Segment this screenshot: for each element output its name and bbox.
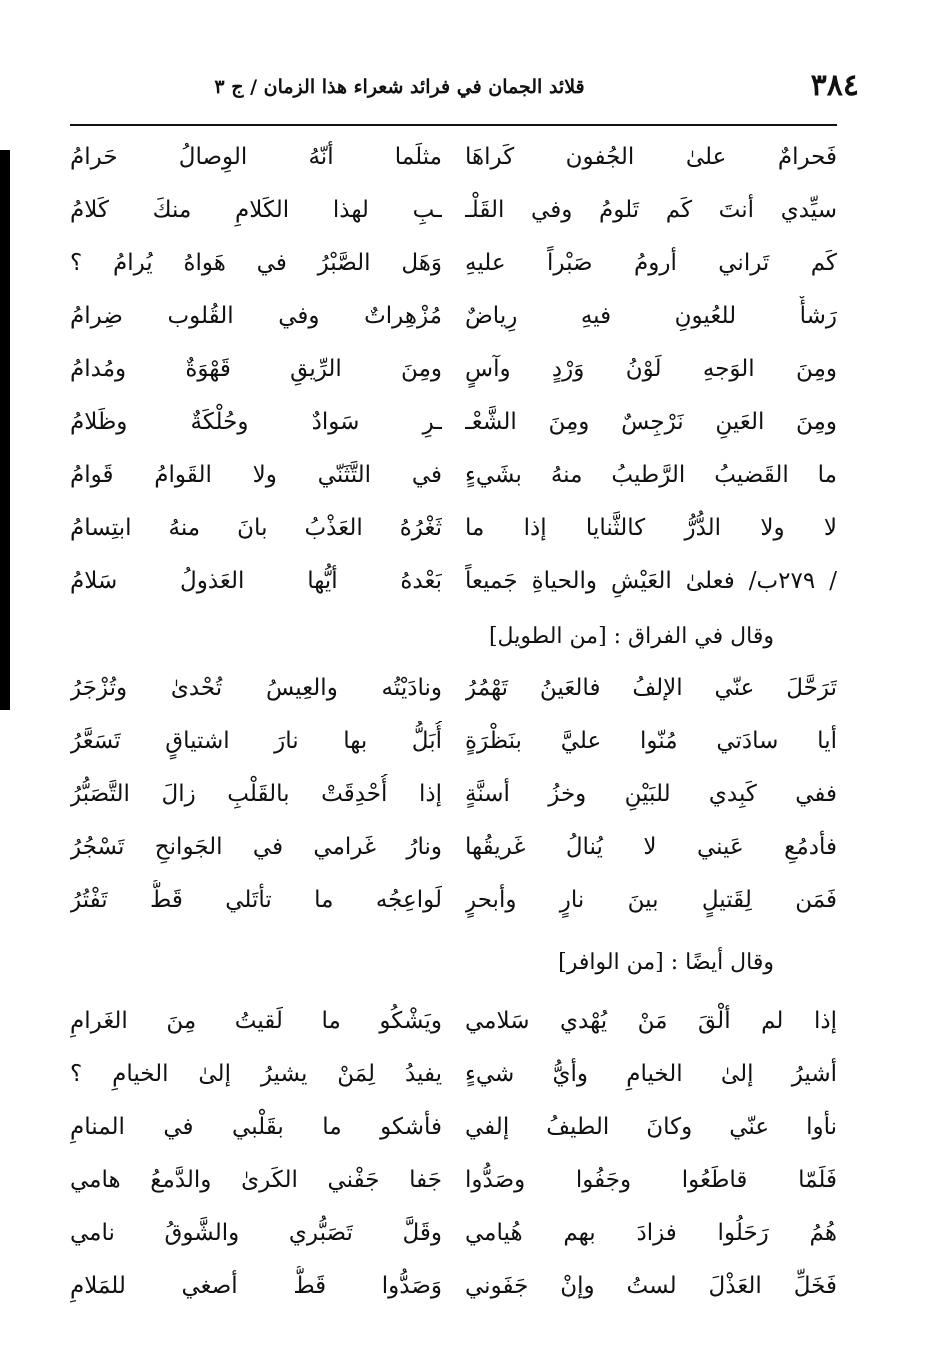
verse-line (70, 137, 837, 177)
verse-first-hemistich: فَخَلِّ العَذْلَ لستُ وإنْ جَفَوني (465, 1273, 837, 1299)
verse-first-hemistich: ومِنَ العَينِ نَرْجِسٌ ومِنَ الشَّعْـ (465, 409, 837, 435)
verse-second-hemistich: فأشكو ما بقَلْبي في المنامِ (70, 1114, 442, 1140)
verse-second-hemistich: أُبَلُّ بها نارَ اشتياقٍ تَسَعَّرُ (70, 728, 442, 754)
verse-first-hemistich: أشيرُ إلىٰ الخيامِ وأيُّ شيءٍ (465, 1061, 837, 1087)
verse-first-hemistich: كَم تَراني أرومُ صَبْراً عليهِ (465, 250, 837, 276)
verse-first-hemistich: لا ولا الدُّرُّ كالثَّنايا إذا ما (465, 515, 837, 541)
verse-second-hemistich: ونارُ غَرامي في الجَوانحِ تَسْجُرُ (70, 834, 442, 860)
verse-second-hemistich: ونادَيْتُه والعِيسُ تُحْدىٰ وتُزْجَرُ (70, 675, 442, 701)
verse-second-hemistich: وقَلَّ تَصَبُّري والشَّوقُ نامي (70, 1220, 442, 1246)
verse-first-hemistich: إذا لم ألْقَ مَنْ يُهْدي سَلامي (465, 1008, 837, 1034)
verse-second-hemistich: ـبِ لهذا الكَلامِ منكَ كَلامُ (70, 197, 442, 223)
poem-introduction: وقال في الفراق : [من الطويل] (488, 624, 774, 649)
page-header (70, 68, 859, 112)
verse-second-hemistich: ـرِ سَوادٌ وحُلْكَةٌ وظَلامُ (70, 409, 442, 435)
verse-line (70, 508, 837, 548)
verse-first-hemistich: / ٢٧٩ب/ فعلىٰ العَيْشِ والحياةِ جَميعاً (465, 568, 837, 594)
running-title: قلائد الجمان في فرائد شعراء هذا الزمان / ج ٣ (214, 76, 585, 98)
verse-first-hemistich: فأدمُعِ عَيني لا يُنالُ غَريقُها (465, 834, 837, 860)
verse-first-hemistich: أيا سادَتي مُنّوا عليَّ بنَظْرَةٍ (465, 728, 837, 754)
verse-line (70, 1054, 837, 1094)
verse-line (70, 1266, 837, 1306)
verse-line (70, 561, 837, 601)
verse-line (70, 1001, 837, 1041)
verse-second-hemistich: يفيدُ لِمَنْ يشيرُ إلىٰ الخيامِ ؟ (70, 1061, 442, 1087)
verse-line (70, 455, 837, 495)
verse-first-hemistich: فَمَن لِقَتيلٍ بينَ نارٍ وأبحرٍ (465, 887, 837, 913)
verse-line (70, 1213, 837, 1253)
verse-first-hemistich: فَحرامٌ علىٰ الجُفون كَراهَا (465, 144, 837, 170)
verse-second-hemistich: إذا أُحْدِقَتْ بالقَلْبِ زالَ التَّصَبُّرُ (70, 781, 442, 807)
verse-second-hemistich: لَواعِجُه ما تأتَلي قَطُّ تَفْتُرُ (70, 887, 442, 913)
verse-line (70, 721, 837, 761)
verse-first-hemistich: تَرَحَّلَ عنّي الإلفُ فالعَينُ تَهْمُرُ (465, 675, 837, 701)
verse-second-hemistich: مثلَما أنّهُ الوِصالُ حَرامُ (70, 144, 442, 170)
verse-line (70, 296, 837, 336)
verse-line (70, 668, 837, 708)
verse-second-hemistich: في التَّثَنّي ولا القَوامُ قَوامُ (70, 462, 442, 488)
verse-second-hemistich: ويَشْكُو ما لَقيتُ مِنَ الغَرامِ (70, 1008, 442, 1034)
verse-first-hemistich: هُمُ رَحَلُوا فزادَ بهم هُيامي (465, 1220, 837, 1246)
verse-first-hemistich: ومِنَ الوَجهِ لَوْنُ وَرْدٍ وآسٍ (465, 356, 837, 382)
verse-second-hemistich: وَهَل الصَّبْرُ في هَواهُ يُرامُ ؟ (70, 250, 442, 276)
page-number: ٣٨٤ (810, 68, 859, 103)
verse-line (70, 243, 837, 283)
verse-line (70, 1160, 837, 1200)
verse-first-hemistich: رَشأٌ للعُيونِ فيهِ رِياضٌ (465, 303, 837, 329)
verse-first-hemistich: فَلَمّا قاطَعُوا وجَفُوا وصَدُّوا (465, 1167, 837, 1193)
verse-second-hemistich: ومِنَ الرِّيقِ قَهْوَةٌ ومُدامُ (70, 356, 442, 382)
verse-first-hemistich: نأوا عنّي وكانَ الطيفُ إلفي (465, 1114, 837, 1140)
verse-second-hemistich: بَعْدهُ أيُّها العَذولُ سَلامُ (70, 568, 442, 594)
verse-line (70, 402, 837, 442)
verse-line (70, 349, 837, 389)
verse-line (70, 827, 837, 867)
poem-introduction: وقال أيضًا : [من الوافر] (558, 950, 774, 975)
verse-line (70, 1107, 837, 1147)
verse-first-hemistich: ما القَضيبُ الرَّطيبُ منهُ بشَيءٍ (465, 462, 837, 488)
verse-first-hemistich: ففي كَبِدي للبَيْنِ وخزُ أسنَّةٍ (465, 781, 837, 807)
verse-first-hemistich: سيِّدي أنتَ كَم تَلومُ وفي القَلْـ (465, 197, 837, 223)
verse-line (70, 190, 837, 230)
verse-second-hemistich: ثَغْرُهُ العَذْبُ بانَ منهُ ابتِسامُ (70, 515, 442, 541)
page-edge-shadow (0, 150, 10, 710)
verse-second-hemistich: جَفا جَفْني الكَرىٰ والدَّمعُ هامي (70, 1167, 442, 1193)
verse-second-hemistich: وَصَدُّوا قَطُّ أصغي للمَلامِ (70, 1273, 442, 1299)
header-rule (70, 124, 837, 126)
verse-second-hemistich: مُزْهِراتٌ وفي القُلوب ضِرامُ (70, 303, 442, 329)
verse-line (70, 880, 837, 920)
verse-line (70, 774, 837, 814)
